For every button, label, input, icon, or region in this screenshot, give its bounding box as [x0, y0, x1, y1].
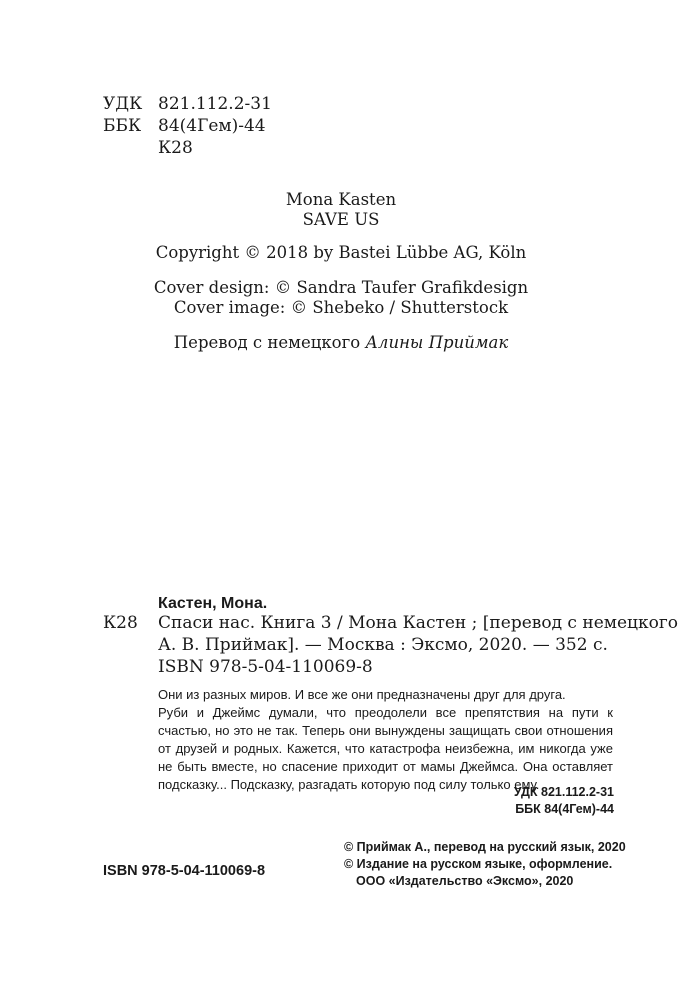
cover-design-credit: Cover design: © Sandra Taufer Grafikdesign [153, 278, 529, 297]
catalog-line-1: Спаси нас. Книга 3 / Мона Кастен ; [перевод с немецкого [158, 613, 678, 633]
translator-name: Алины Приймак [365, 333, 509, 352]
copyright-line: © Издание на русском языке, оформление. [344, 857, 613, 871]
catalog-line-2: А. В. Приймак]. — Москва : Эксмо, 2020. — 352 с. [158, 635, 608, 655]
bottom-udk: УДК 821.112.2-31 [513, 785, 614, 799]
translation-prefix: Перевод с немецкого [173, 333, 361, 352]
annotation-paragraph: Они из разных миров. И все же они предназначены друг для друга. [158, 687, 566, 702]
catalog-isbn: ISBN 978-5-04-110069-8 [158, 657, 373, 677]
bbk-value: 84(4Гем)-44 [158, 116, 266, 136]
original-author: Mona Kasten [285, 190, 397, 209]
copyright-line: © Приймак А., перевод на русский язык, 2020 [344, 840, 626, 854]
catalog-mark: К28 [103, 613, 138, 633]
bbk-label: ББК [103, 116, 142, 136]
cover-image-credit: Cover image: © Shebeko / Shutterstock [173, 298, 509, 317]
footer-isbn: ISBN 978-5-04-110069-8 [103, 863, 266, 879]
udk-label: УДК [103, 94, 143, 114]
annotation-paragraph: Руби и Джеймс думали, что преодолели все препятствия на пути к счастью, но это не так. Теперь они вынуждены защищать свои отношения от друзей и родных. Кажется, что катастрофа неизбежна, им никогда уже не быть вместе, но спасение приходит от мамы Джеймса. Она оставляет подсказку... Подсказку, разгадать которую под силу только ему. [158, 705, 613, 792]
copyright-line: ООО «Издательство «Эксмо», 2020 [356, 874, 574, 888]
original-title: SAVE US [302, 210, 380, 229]
annotation [158, 686, 613, 794]
udk-value: 821.112.2-31 [158, 94, 272, 114]
bottom-bbk: ББК 84(4Гем)-44 [515, 802, 614, 816]
author-mark: К28 [158, 138, 193, 158]
original-copyright: Copyright © 2018 by Bastei Lübbe AG, Köln [155, 243, 527, 262]
catalog-heading: Кастен, Мона. [158, 595, 268, 612]
translation-credit [0, 333, 682, 353]
